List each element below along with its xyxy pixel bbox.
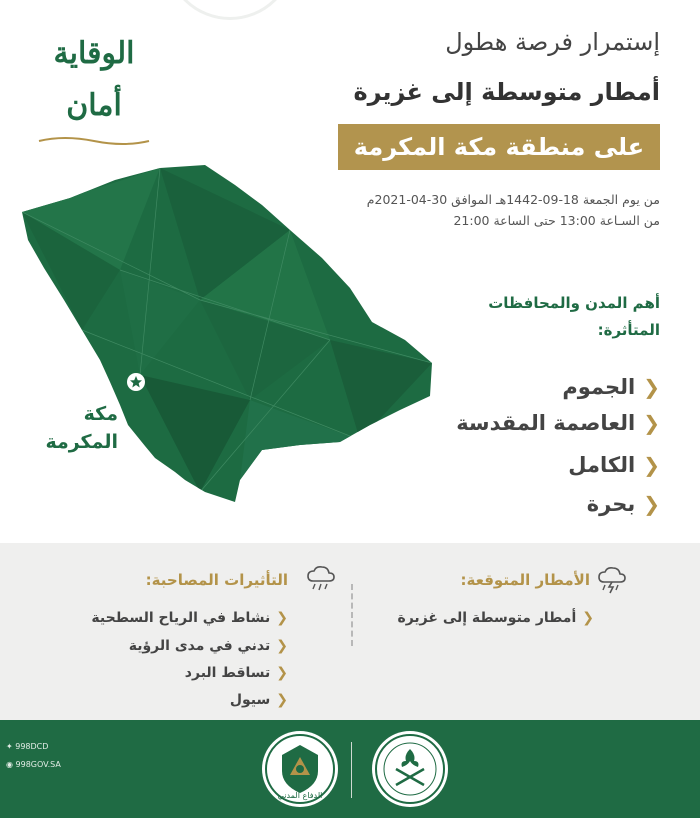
city-name: العاصمة المقدسة	[456, 411, 636, 435]
effect-item	[48, 607, 288, 629]
storm-cloud-icon	[597, 566, 627, 594]
effect-item	[48, 689, 288, 711]
saudi-emblem-icon	[372, 731, 448, 807]
chevron-left-icon: ❮	[643, 411, 660, 435]
social-handle: 998DCD	[15, 742, 49, 751]
item-text: نشاط في الرياح السطحية	[91, 610, 271, 626]
chevron-left-icon: ❮	[643, 453, 660, 477]
chevron-left-icon: ❮	[276, 692, 288, 708]
makkah-label-line2: المكرمة	[45, 431, 118, 453]
chevron-left-icon: ❮	[276, 638, 288, 654]
cities-heading	[430, 290, 660, 344]
cities-heading-line1: أهم المدن والمحافظات	[488, 294, 660, 312]
effects-title: التأثيرات المصاحبة:	[145, 571, 288, 589]
social-handle: 998GOV.SA	[15, 760, 61, 769]
time-line: من السـاعة 13:00 حتى الساعة 21:00	[453, 213, 660, 228]
decorative-ring	[165, 0, 295, 20]
item-text: سيول	[229, 692, 271, 708]
logo-text: الوقاية أمان	[53, 36, 135, 123]
civil-defense-caption: الدفاع المدني	[277, 791, 323, 800]
item-text: أمطار متوسطة إلى غزيرة	[397, 610, 577, 626]
city-item	[400, 370, 660, 404]
logo-ornament-icon	[34, 135, 154, 147]
city-item	[400, 448, 660, 482]
headline-line2: أمطار متوسطة إلى غزيرة	[353, 78, 660, 106]
makkah-region-label	[38, 400, 118, 456]
ministry-emblem	[372, 731, 448, 807]
headline-line1: إستمرار فرصة هطول	[445, 28, 660, 56]
city-name: الجموم	[562, 375, 636, 399]
expected-rain-item	[354, 607, 594, 629]
region-banner: على منطقة مكة المكرمة	[338, 124, 660, 170]
social-row	[6, 738, 116, 756]
rain-cloud-icon	[306, 566, 336, 594]
chevron-left-icon: ❮	[276, 610, 288, 626]
city-item	[400, 406, 660, 440]
twitter-icon: ✦	[6, 742, 16, 751]
effect-item	[48, 635, 288, 657]
social-row	[6, 756, 116, 774]
chevron-left-icon: ❮	[643, 492, 660, 516]
chevron-left-icon: ❮	[643, 375, 660, 399]
expected-rain-title: الأمطار المتوقعة:	[460, 571, 590, 589]
city-item	[400, 487, 660, 521]
social-handles	[6, 738, 116, 774]
city-name: بحرة	[586, 492, 636, 516]
cities-heading-line2: المتأثرة:	[597, 321, 660, 339]
saudi-arabia-map	[0, 160, 440, 510]
panel-divider	[351, 584, 353, 646]
chevron-left-icon: ❮	[276, 665, 288, 681]
item-text: تساقط البرد	[184, 665, 271, 681]
prevention-logo	[28, 28, 160, 123]
website-icon: ◉	[6, 760, 16, 769]
city-name: الكامل	[568, 453, 636, 477]
effect-item	[48, 662, 288, 684]
chevron-left-icon: ❮	[582, 610, 594, 626]
footer-divider	[351, 742, 352, 798]
item-text: تدني في مدى الرؤية	[128, 638, 271, 654]
date-line: من يوم الجمعة 18-09-1442هـ الموافق 30-04-2021م	[366, 192, 660, 207]
makkah-label-line1: مكة	[83, 403, 118, 425]
civil-defense-emblem	[262, 731, 338, 807]
